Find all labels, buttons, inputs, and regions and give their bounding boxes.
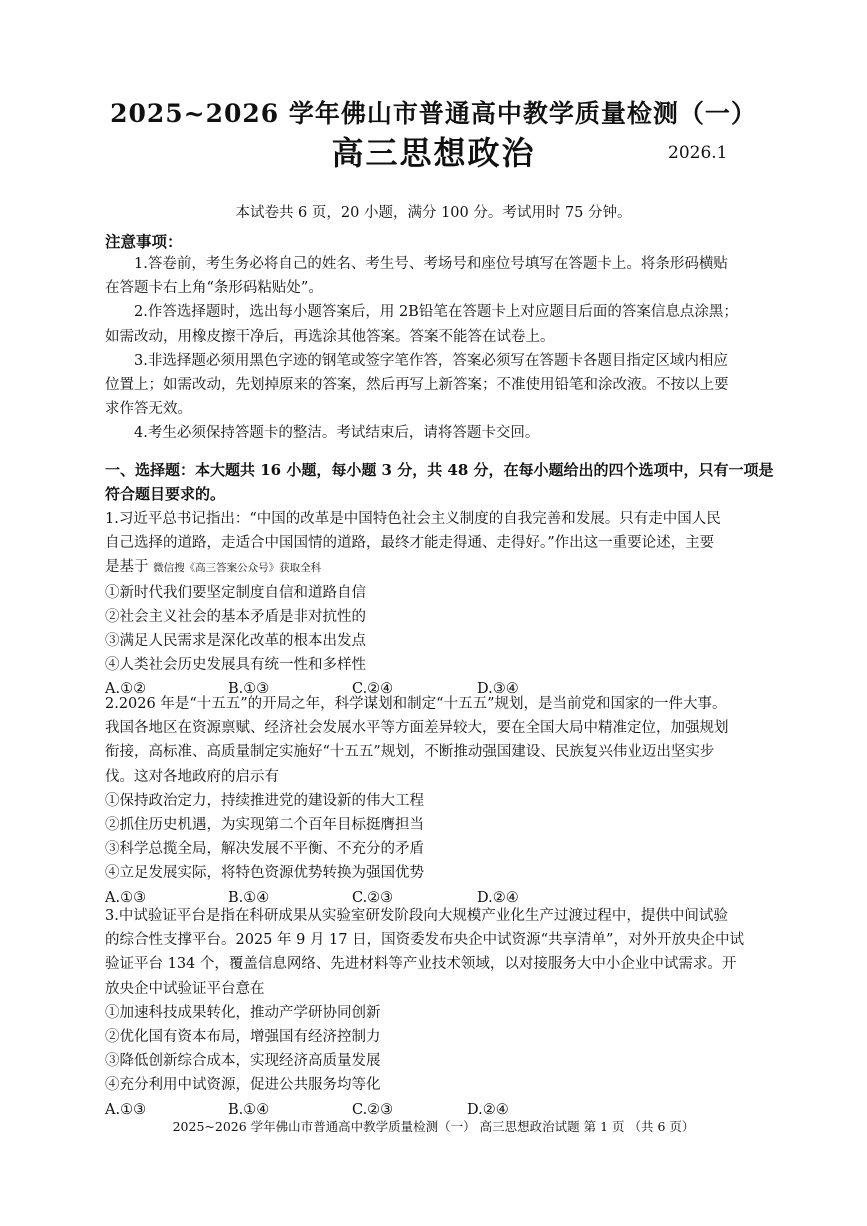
q1-stem-line-2: 自己选择的道路，走适合中国国情的道路，最终才能走得通、走得好。”作出这一重要论述，主要	[105, 535, 715, 552]
q2-item-3: ③科学总揽全局，解决发展不平衡、不充分的矛盾	[105, 841, 424, 858]
q1-option-b[interactable]: B.①③	[228, 681, 270, 698]
exam-date: 2026.1	[668, 143, 728, 163]
q2-option-a[interactable]: A.①③	[105, 889, 147, 906]
q3-stem-line-3: 验证平台 134 个，覆盖信息网络、先进材料等产业技术领域，以对接服务大中小企业中试需求。开	[105, 956, 737, 973]
q1-item-3: ③满足人民需求是深化改革的根本出发点	[105, 633, 366, 650]
exam-intro: 本试卷共 6 页，20 小题，满分 100 分。考试用时 75 分钟。	[235, 205, 632, 221]
notice-3-line-3: 求作答无效。	[105, 401, 192, 418]
watermark-text: 微信搜《高三答案公众号》获取全科	[153, 562, 322, 575]
notice-1-line-1: 1.答卷前，考生务必将自己的姓名、考生号、考场号和座位号填写在答题卡上。将条形码横贴	[134, 256, 728, 272]
notice-3-line-2: 位置上；如需改动，先划掉原来的答案，然后再写上新答案；不准使用铅笔和涂改液。不按以上要	[105, 377, 729, 394]
q2-option-b[interactable]: B.①④	[228, 889, 270, 906]
q1-item-2: ②社会主义社会的基本矛盾是非对抗性的	[105, 608, 366, 625]
q3-option-b[interactable]: B.①④	[228, 1101, 270, 1118]
page-footer: 2025~2026 学年佛山市普通高中教学质量检测（一） 高三思想政治试题 第 1 页 （共 6 页）	[172, 1119, 695, 1134]
q1-item-4: ④人类社会历史发展具有统一性和多样性	[105, 657, 366, 674]
q3-option-d[interactable]: D.②④	[467, 1101, 509, 1118]
q2-item-4: ④立足发展实际，将特色资源优势转换为强国优势	[105, 865, 424, 882]
q1-stem-line-3	[105, 555, 765, 580]
q2-stem-line-1: 2.2026 年是“十五五”的开局之年，科学谋划和制定“十五五”规划，是当前党和国家的一件大事。	[105, 696, 727, 712]
q2-option-c[interactable]: C.②③	[352, 889, 394, 906]
q1-option-a[interactable]: A.①②	[105, 681, 147, 698]
notice-2-line-1: 2.作答选择题时，选出每小题答案后，用 2B铅笔在答题卡上对应题目后面的答案信息点涂黑；	[134, 304, 738, 321]
subject-title: 高三思想政治	[331, 134, 536, 172]
notice-heading: 注意事项：	[105, 232, 183, 251]
q1-option-c[interactable]: C.②④	[352, 681, 394, 698]
question-2	[105, 692, 765, 910]
q2-option-d[interactable]: D.②④	[477, 889, 519, 906]
q3-stem-line-2: 的综合性支撑平台。2025 年 9 月 17 日，国资委发布央企中试资源“共享清单”，对外开放央企中试	[105, 932, 744, 949]
q3-item-4: ④充分利用中试资源，促进公共服务均等化	[105, 1077, 381, 1094]
q3-stem-line-4: 放央企中试验证平台意在	[105, 980, 265, 997]
q2-stem-line-3: 衔接，高标准、高质量制定实施好“十五五”规划，不断推动强国建设、民族复兴伟业迈出坚实步	[105, 744, 715, 761]
notice-1-line-2: 在答题卡右上角“条形码粘贴处”。	[105, 280, 323, 297]
q3-option-a[interactable]: A.①③	[105, 1101, 147, 1118]
q1-item-1: ①新时代我们要坚定制度自信和道路自信	[105, 584, 366, 601]
q2-stem-line-4: 伐。这对各地政府的启示有	[105, 768, 279, 785]
q3-option-c[interactable]: C.②③	[352, 1101, 394, 1118]
q3-item-1: ①加速科技成果转化，推动产学研协同创新	[105, 1004, 381, 1021]
question-1	[105, 507, 765, 702]
section-1-heading-line-2: 符合题目要求的。	[105, 485, 226, 504]
exam-title: 2025~2026 学年佛山市普通高中教学质量检测（一）	[110, 99, 757, 128]
section-1-heading-line-1: 一、选择题：本大题共 16 小题，每小题 3 分，共 48 分，在每小题给出的四个选项中，只有一项是	[105, 461, 774, 479]
q2-stem-line-2: 我国各地区在资源禀赋、经济社会发展水平等方面差异较大，要在全国大局中精准定位，加强规划	[105, 720, 729, 737]
notice-2-line-2: 如需改动，用橡皮擦干净后，再选涂其他答案。答案不能答在试卷上。	[105, 328, 555, 345]
q1-stem-end: 是基于	[105, 559, 149, 576]
notice-4-line-1: 4.考生必须保持答题卡的整洁。考试结束后，请将答题卡交回。	[134, 425, 540, 442]
q2-item-2: ②抓住历史机遇，为实现第二个百年目标挺膺担当	[105, 817, 424, 834]
q2-item-1: ①保持政治定力，持续推进党的建设新的伟大工程	[105, 792, 424, 809]
q1-stem-line-1: 1.习近平总书记指出：“中国的改革是中国特色社会主义制度的自我完善和发展。只有走中国人民	[105, 511, 721, 527]
q1-option-d[interactable]: D.③④	[477, 681, 519, 698]
notice-list	[105, 252, 765, 446]
question-3	[105, 904, 765, 1122]
notice-3-line-1: 3.非选择题必须用黑色字迹的钢笔或签字笔作答，答案必须写在答题卡各题目指定区域内相应	[134, 352, 728, 369]
q3-item-2: ②优化国有资本布局，增强国有经济控制力	[105, 1029, 381, 1046]
q3-item-3: ③降低创新综合成本，实现经济高质量发展	[105, 1053, 381, 1070]
section-1-heading	[105, 458, 774, 506]
q3-stem-line-1: 3.中试验证平台是指在科研成果从实验室研发阶段向大规模产业化生产过渡过程中，提供中间试验	[105, 908, 728, 924]
